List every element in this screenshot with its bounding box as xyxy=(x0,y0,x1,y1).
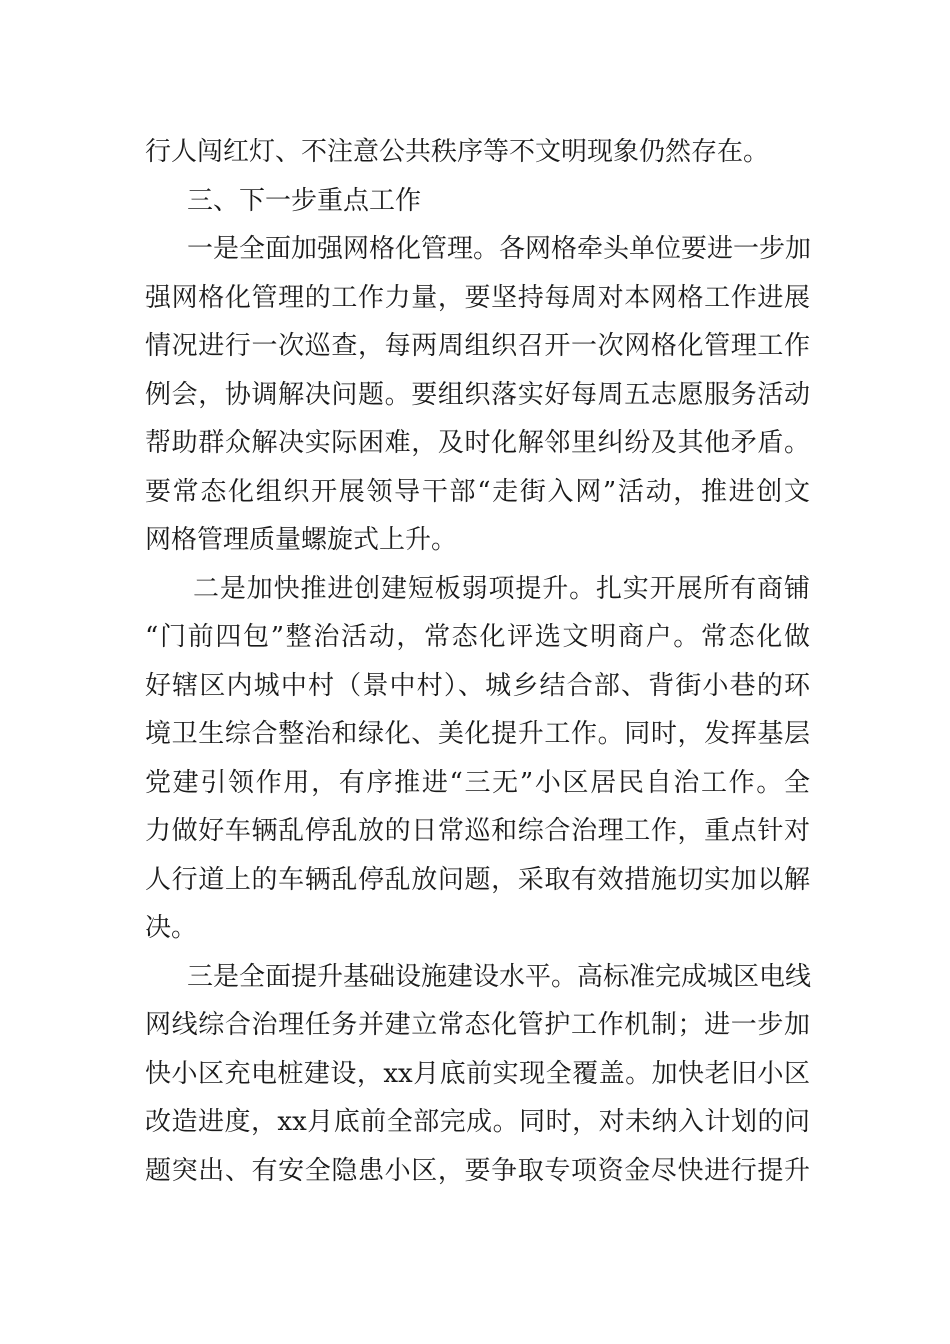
paragraph-first-line: 三是全面提升基础设施建设水平。高标准完成城区电线 xyxy=(187,961,812,992)
document-body xyxy=(145,128,810,1195)
text-line: 力做好车辆乱停乱放的日常巡和综合治理工作，重点针对 xyxy=(145,816,810,846)
text-line: 行人闯红灯、不注意公共秩序等不文明现象仍然存在。 xyxy=(145,137,770,167)
paragraph-first-line: 一是全面加强网格化管理。各网格牵头单位要进一步加 xyxy=(187,234,812,264)
text-line: 情况进行一次巡查，每两周组织召开一次网格化管理工作 xyxy=(145,331,810,361)
paragraph-first-line: 二是加快推进创建短板弱项提升。扎实开展所有商铺 xyxy=(193,573,810,604)
text-line: 境卫生综合整治和绿化、美化提升工作。同时，发挥基层 xyxy=(145,719,810,749)
text-line: 决。 xyxy=(145,913,198,943)
text-line: 帮助群众解决实际困难，及时化解邻里纠纷及其他矛盾。 xyxy=(145,428,810,458)
text-line: 例会，协调解决问题。要组织落实好每周五志愿服务活动 xyxy=(145,379,810,410)
text-line: 网格管理质量螺旋式上升。 xyxy=(145,525,458,555)
section-heading: 三、下一步重点工作 xyxy=(187,185,422,216)
text-line: 强网格化管理的工作力量，要坚持每周对本网格工作进展 xyxy=(145,282,810,313)
text-line: 改造进度，xx月底前全部完成。同时，对未纳入计划的问 xyxy=(145,1107,810,1137)
text-line: 题突出、有安全隐患小区，要争取专项资金尽快进行提升 xyxy=(145,1155,810,1186)
text-line: “门前四包”整治活动，常态化评选文明商户。常态化做 xyxy=(145,622,810,652)
text-line: 党建引领作用，有序推进“三无”小区居民自治工作。全 xyxy=(145,767,810,798)
text-line: 好辖区内城中村（景中村）、城乡结合部、背街小巷的环 xyxy=(145,670,810,701)
text-line: 要常态化组织开展领导干部“走街入网”活动，推进创文 xyxy=(145,476,810,507)
text-line: 人行道上的车辆乱停乱放问题，采取有效措施切实加以解 xyxy=(145,864,810,895)
text-line: 快小区充电桩建设，xx月底前实现全覆盖。加快老旧小区 xyxy=(145,1058,810,1089)
text-line: 网线综合治理任务并建立常态化管护工作机制；进一步加 xyxy=(145,1010,810,1040)
